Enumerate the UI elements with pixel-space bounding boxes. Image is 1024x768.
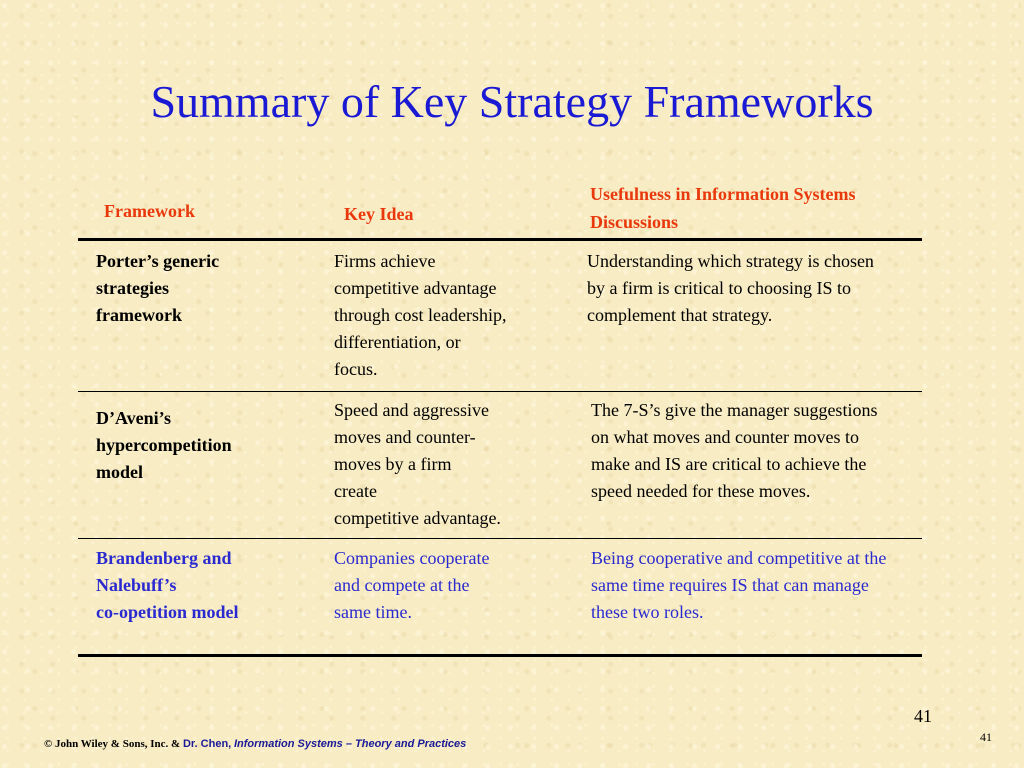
header-usefulness-line1: Usefulness in Information Systems [590, 184, 856, 204]
row3-key-idea-line: Companies cooperate [334, 548, 490, 568]
row3-usefulness-line: these two roles. [591, 602, 704, 622]
row2-usefulness-line: make and IS are critical to achieve the [591, 454, 867, 474]
row1-key-idea-line: competitive advantage [334, 278, 497, 298]
row1-key-idea [334, 248, 506, 383]
row3-framework-line: Brandenberg and [96, 548, 232, 568]
footer [44, 738, 466, 750]
row1-usefulness [587, 248, 874, 329]
row3-usefulness-line: same time requires IS that can manage [591, 575, 869, 595]
row-divider [78, 538, 922, 539]
row2-key-idea-line: moves by a firm [334, 454, 452, 474]
header-rule [78, 238, 922, 241]
row2-usefulness-line: on what moves and counter moves to [591, 427, 859, 447]
row1-usefulness-line: Understanding which strategy is chosen [587, 251, 874, 271]
row1-framework [96, 248, 219, 329]
page-number-small: 41 [980, 730, 992, 744]
row2-key-idea-line: moves and counter- [334, 427, 476, 447]
row3-key-idea [334, 545, 489, 626]
footer-book: Information Systems – Theory and Practices [233, 738, 467, 750]
row1-framework-line: framework [96, 305, 182, 325]
row1-usefulness-line: complement that strategy. [587, 305, 773, 325]
row3-usefulness-line: Being cooperative and competitive at the [591, 548, 887, 568]
row2-framework-line: hypercompetition [96, 435, 232, 455]
page-number: 41 [914, 706, 932, 726]
row1-usefulness-line: by a firm is critical to choosing IS to [587, 278, 851, 298]
row3-framework [96, 545, 238, 626]
row1-key-idea-line: through cost leadership, [334, 305, 507, 325]
row2-key-idea-line: create [334, 481, 377, 501]
footer-copyright: © John Wiley & Sons, Inc. & [44, 738, 181, 750]
row2-key-idea [334, 397, 501, 532]
row1-key-idea-line: focus. [334, 359, 378, 379]
row2-usefulness-line: speed needed for these moves. [591, 481, 811, 501]
row-divider [78, 391, 922, 392]
row2-framework-line: model [96, 462, 143, 482]
row3-key-idea-line: and compete at the [334, 575, 470, 595]
footer-author: Dr. Chen, [182, 738, 232, 750]
row2-framework-line: D’Aveni’s [96, 408, 171, 428]
row3-key-idea-line: same time. [334, 602, 412, 622]
row3-framework-line: Nalebuff’s [96, 575, 177, 595]
header-usefulness [590, 180, 856, 236]
row1-framework-line: strategies [96, 278, 169, 298]
row3-usefulness [591, 545, 886, 626]
row1-key-idea-line: differentiation, or [334, 332, 461, 352]
row3-framework-line: co-opetition model [96, 602, 239, 622]
row2-key-idea-line: competitive advantage. [334, 508, 501, 528]
row2-key-idea-line: Speed and aggressive [334, 400, 489, 420]
slide-title: Summary of Key Strategy Frameworks [150, 76, 874, 127]
header-key-idea: Key Idea [344, 204, 414, 224]
row1-key-idea-line: Firms achieve [334, 251, 436, 271]
row2-usefulness [591, 397, 877, 505]
table-bottom-rule [78, 654, 922, 657]
row1-framework-line: Porter’s generic [96, 251, 220, 271]
header-framework: Framework [104, 201, 195, 221]
row2-framework [96, 405, 232, 486]
row2-usefulness-line: The 7-S’s give the manager suggestions [591, 400, 878, 420]
header-usefulness-line2: Discussions [590, 212, 679, 232]
